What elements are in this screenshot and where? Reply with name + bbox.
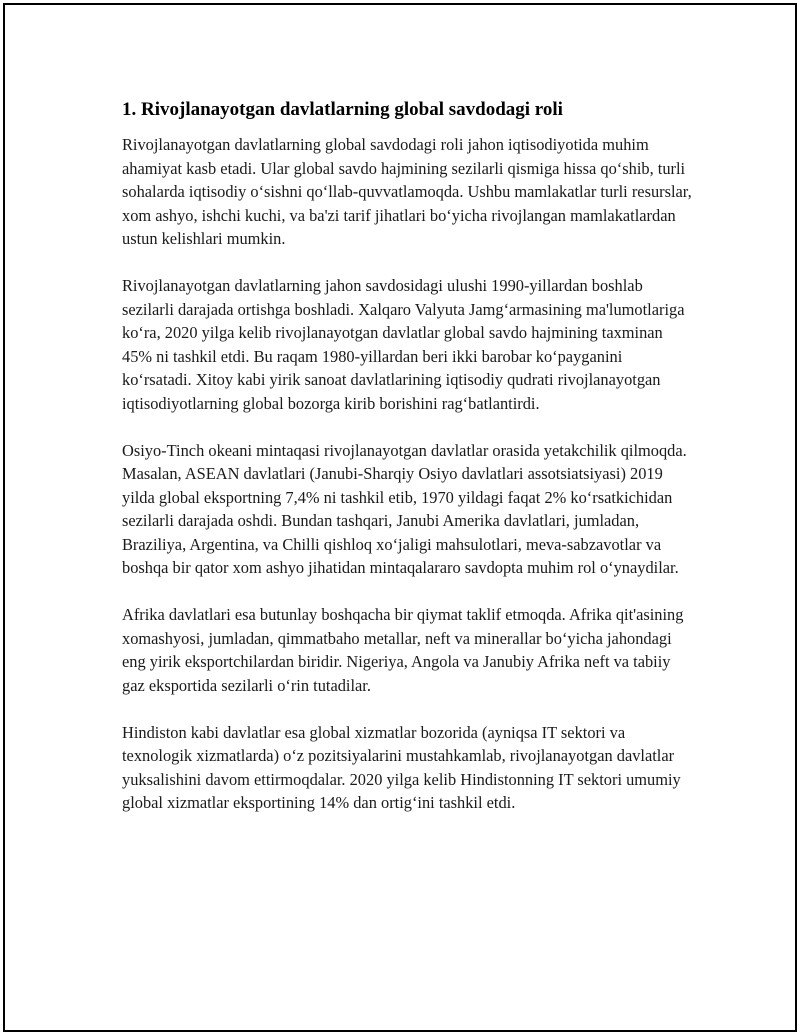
- section-heading: 1. Rivojlanayotgan davlatlarning global savdodagi roli: [122, 99, 563, 120]
- paragraph-5: Hindiston kabi davlatlar esa global xizmatlar bozorida (ayniqsa IT sektori va texnologik xizmatlarda) o‘z pozitsiyalarini mustahkamlab, rivojlanayotgan davlatlar yuksalishini davom ettirmoqdalar. 2020 yilga kelib Hindistonning IT sektori umumiy global xizmatlar eksportining 14% dan ortig‘ini tashkil etdi.: [122, 722, 681, 812]
- paragraph-3: Osiyo-Tinch okeani mintaqasi rivojlanayotgan davlatlar orasida yetakchilik qilmoqda. Masalan, ASEAN davlatlari (Janubi-Sharqiy Osiyo davlatlari assotsiatsiyasi) 2019 yilda global eksportning 7,4% ni tashkil etib, 1970 yildagi faqat 2% ko‘rsatkichidan sezilarli darajada oshdi. Bundan tashqari, Janubi Amerika davlatlari, jumladan, Braziliya, Argentina, va Chilli qishloq xo‘jaligi mahsulotlari, meva-sabzavotlar va boshqa bir qator xom ashyo jihatidan mintaqalararo savdopta muhim rol o‘ynaydilar.: [122, 440, 687, 577]
- paragraph-4: Afrika davlatlari esa butunlay boshqacha bir qiymat taklif etmoqda. Afrika qit'asining xomashyosi, jumladan, qimmatbaho metallar, neft va minerallar bo‘yicha jahondagi eng yirik eksportchilardan biridir. Nigeriya, Angola va Janubiy Afrika neft va tabiiy gaz eksportida sezilarli o‘rin tutadilar.: [122, 605, 684, 695]
- paragraph-1: Rivojlanayotgan davlatlarning global savdodagi roli jahon iqtisodiyotida muhim ahamiyat kasb etadi. Ular global savdo hajmining sezilarli qismiga hissa qo‘shib, turli sohalarda iqtisodiy o‘sishni qo‘llab-quvvatlamoqda. Ushbu mamlakatlar turli resurslar, xom ashyo, ishchi kuchi, va ba'zi tarif jihatlari bo‘yicha rivojlangan mamlakatlardan ustun kelishlari mumkin.: [122, 135, 692, 248]
- document-body: [122, 97, 692, 838]
- page-frame: [3, 3, 797, 1032]
- paragraph-2: Rivojlanayotgan davlatlarning jahon savdosidagi ulushi 1990-yillardan boshlab sezilarli darajada ortishga boshladi. Xalqaro Valyuta Jamg‘armasining ma'lumotlariga ko‘ra, 2020 yilga kelib rivojlanayotgan davlatlar global savdo hajmining taxminan 45% ni tashkil etdi. Bu raqam 1980-yillardan beri ikki barobar ko‘payganini ko‘rsatadi. Xitoy kabi yirik sanoat davlatlarining iqtisodiy qudrati rivojlanayotgan iqtisodiyotlarning global bozorga kirib borishini rag‘batlantirdi.: [122, 276, 685, 413]
